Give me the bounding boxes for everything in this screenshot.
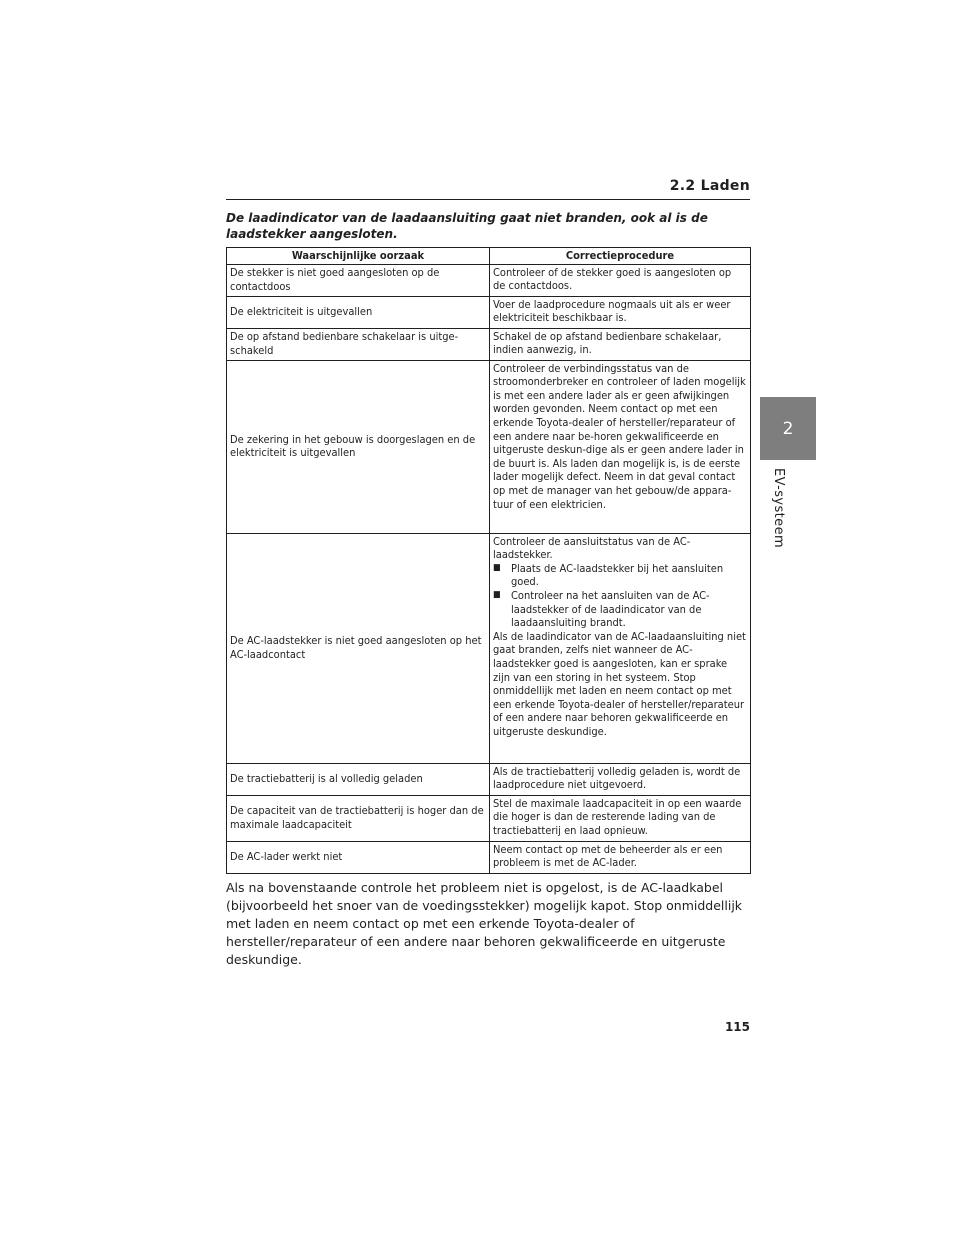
cause-cell: De zekering in het gebouw is doorgeslagen en de elektriciteit is uitgevallen [227,360,490,533]
chapter-label: EV-systeem [771,468,786,549]
header-rule [226,199,750,200]
solution-cell: Als de tractiebatterij volledig geladen is, wordt de laadprocedure niet uitgevoerd. [490,763,751,795]
solution-cell: Controleer of de stekker goed is aangesloten op de contactdoos. [490,264,751,296]
table-row [227,360,751,533]
bullet-text: Controleer na het aansluiten van de AC-laadstekker of de laadindicator van de laadaansluiting brandt. [511,588,710,630]
solution-cell: Stel de maximale laadcapaciteit in op een waarde die hoger is dan de resterende lading van de tractiebatterij en laad opnieuw. [490,795,751,841]
solution-cell: Schakel de op afstand bedienbare schakelaar, indien aanwezig, in. [490,328,751,360]
solution-text: Als de laadindicator van de AC-laadaansluiting niet gaat branden, zelfs niet wanneer de AC-laadstekker goed is aangesloten, kan er sprake zijn van een storing in het systeem. Stop onmiddellijk met laden en neem contact op met een erkende Toyota-dealer of hersteller/reparateur of een andere naar behoren gekwalificeerde en uitgeruste deskundige. [493,629,746,738]
square-bullet-icon: ■ [493,562,501,573]
solution-cell: Voer de laadprocedure nogmaals uit als er weer elektriciteit beschikbaar is. [490,296,751,328]
table-header-row [227,248,751,265]
table-row [227,533,751,763]
page-number: 115 [724,1020,750,1034]
section-title: 2.2 Laden [669,178,750,194]
square-bullet-icon: ■ [493,589,501,600]
closing-paragraph: Als na bovenstaande controle het probleem niet is opgelost, is de AC-laadkabel (bijvoorbeeld het snoer van de voedingsstekker) mogelijk kapot. Stop onmiddellijk met laden en neem contact op met een erkende Toyota-dealer of hersteller/reparateur of een andere naar behoren gekwalificeerde en uitgeruste deskundige. [226,880,743,967]
cause-cell: De op afstand bedienbare schakelaar is uitge-schakeld [227,328,490,360]
column-header-cause: Waarschijnlijke oorzaak [227,248,490,265]
solution-cell: Neem contact op met de beheerder als er een probleem is met de AC-lader. [490,841,751,873]
table-row [227,763,751,795]
cause-cell: De AC-laadstekker is niet goed aangesloten op het AC-laadcontact [227,533,490,763]
chapter-tab [760,397,816,460]
list-item [493,562,746,589]
chapter-number: 2 [782,418,794,439]
table-row [227,795,751,841]
column-header-solution: Correctieprocedure [490,248,751,265]
bullet-text: Plaats de AC-laadstekker bij het aansluiten goed. [511,561,724,589]
solution-text: Controleer de aansluitstatus van de AC-laadstekker. [493,534,691,562]
table-row [227,328,751,360]
cause-cell: De stekker is niet goed aangesloten op de contactdoos [227,264,490,296]
cause-cell: De capaciteit van de tractiebatterij is hoger dan de maximale laadcapaciteit [227,795,490,841]
cause-cell: De elektriciteit is uitgevallen [227,296,490,328]
table-row [227,264,751,296]
solution-cell [490,533,751,763]
troubleshooting-table [226,247,751,874]
cause-cell: De AC-lader werkt niet [227,841,490,873]
table-row [227,841,751,873]
list-item [493,589,746,630]
solution-cell: Controleer de verbindingsstatus van de stroomonderbreker en controleer of laden mogelijk is met een andere lader als er geen afwijkingen worden gevonden. Neem contact op met een erkende Toyota-dealer of hersteller/reparateur of een andere naar be-horen gekwalificeerde en uitgeruste deskun-dige als er geen andere lader in de buurt is. Als laden dan mogelijk is, is de eerste lader mogelijk defect. Neem in dat geval contact op met de manager van het gebouw/de appara-tuur of een elektricien. [490,360,751,533]
table-row [227,296,751,328]
section-heading: De laadindicator van de laadaansluiting gaat niet branden, ook al is de laadstekker aangesloten. [226,211,708,241]
cause-cell: De tractiebatterij is al volledig geladen [227,763,490,795]
